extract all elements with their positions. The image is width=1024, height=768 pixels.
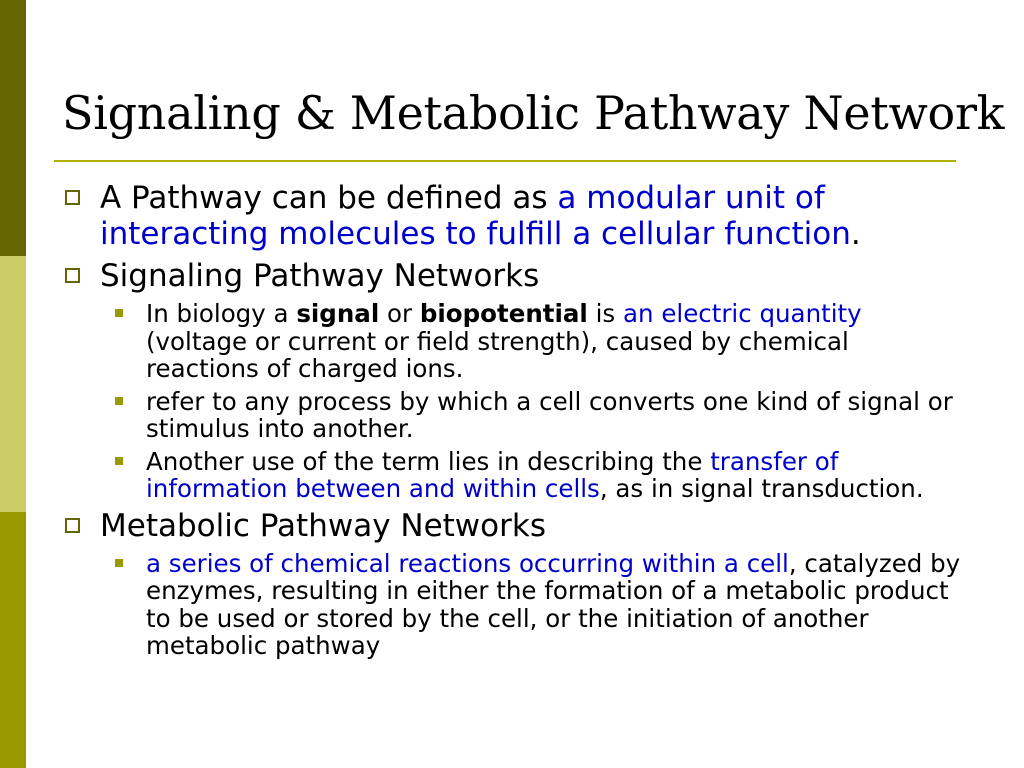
bullet-metabolic-networks xyxy=(62,508,962,544)
bullet-text: Metabolic Pathway Networks xyxy=(100,507,546,544)
left-stripe-top xyxy=(0,0,26,256)
filled-square-bullet-icon xyxy=(115,559,123,567)
hollow-square-bullet-icon xyxy=(65,518,80,533)
sub-bullet-text: , as in signal transduction. xyxy=(599,474,924,503)
left-stripe-middle xyxy=(0,256,26,512)
slide-title: Signaling & Metabolic Pathway Network xyxy=(62,86,1005,140)
bullet-signaling-networks xyxy=(62,258,962,294)
highlight-text: transfer of information between and within cells xyxy=(146,446,839,503)
hollow-square-bullet-icon xyxy=(65,268,80,283)
filled-square-bullet-icon xyxy=(115,309,123,317)
left-stripe-bottom xyxy=(0,512,26,768)
bold-term: signal xyxy=(296,299,380,328)
sub-bullet-signal-process xyxy=(146,388,962,443)
title-rule xyxy=(54,160,956,162)
hollow-square-bullet-icon xyxy=(65,190,80,205)
sub-bullet-text: , catalyzed by enzymes, resulting in either the formation of a metabolic product to be used or stored by the cell, or the initiation of another metabolic pathway xyxy=(146,548,961,660)
bullet-text: . xyxy=(850,216,861,252)
sub-bullet-text: or xyxy=(379,299,420,328)
bold-term: biopotential xyxy=(419,299,588,328)
bullet-pathway-definition xyxy=(62,180,962,252)
sub-bullet-text: refer to any process by which a cell converts one kind of signal or stimulus into another. xyxy=(146,386,953,443)
filled-square-bullet-icon xyxy=(115,457,123,465)
sub-bullet-text: In biology a xyxy=(146,299,297,328)
sub-bullet-signal-transfer xyxy=(146,448,962,503)
sub-bullet-metabolic-definition xyxy=(146,550,962,660)
sub-bullet-text: is xyxy=(587,299,623,328)
highlight-text: a modular unit of interacting molecules to fulfill a cellular function xyxy=(100,180,851,252)
slide-body xyxy=(62,180,962,665)
sub-bullet-text: Another use of the term lies in describing the xyxy=(146,446,711,476)
sub-bullet-signal-definition xyxy=(146,300,962,383)
sub-bullet-text: (voltage or current or field strength), caused by chemical reactions of charged ions. xyxy=(146,326,849,383)
filled-square-bullet-icon xyxy=(115,397,123,405)
bullet-text: Signaling Pathway Networks xyxy=(100,258,540,294)
highlight-text: a series of chemical reactions occurring within a cell xyxy=(146,548,789,578)
bullet-text: A Pathway can be defined as xyxy=(100,180,558,216)
highlight-text: an electric quantity xyxy=(622,299,862,328)
